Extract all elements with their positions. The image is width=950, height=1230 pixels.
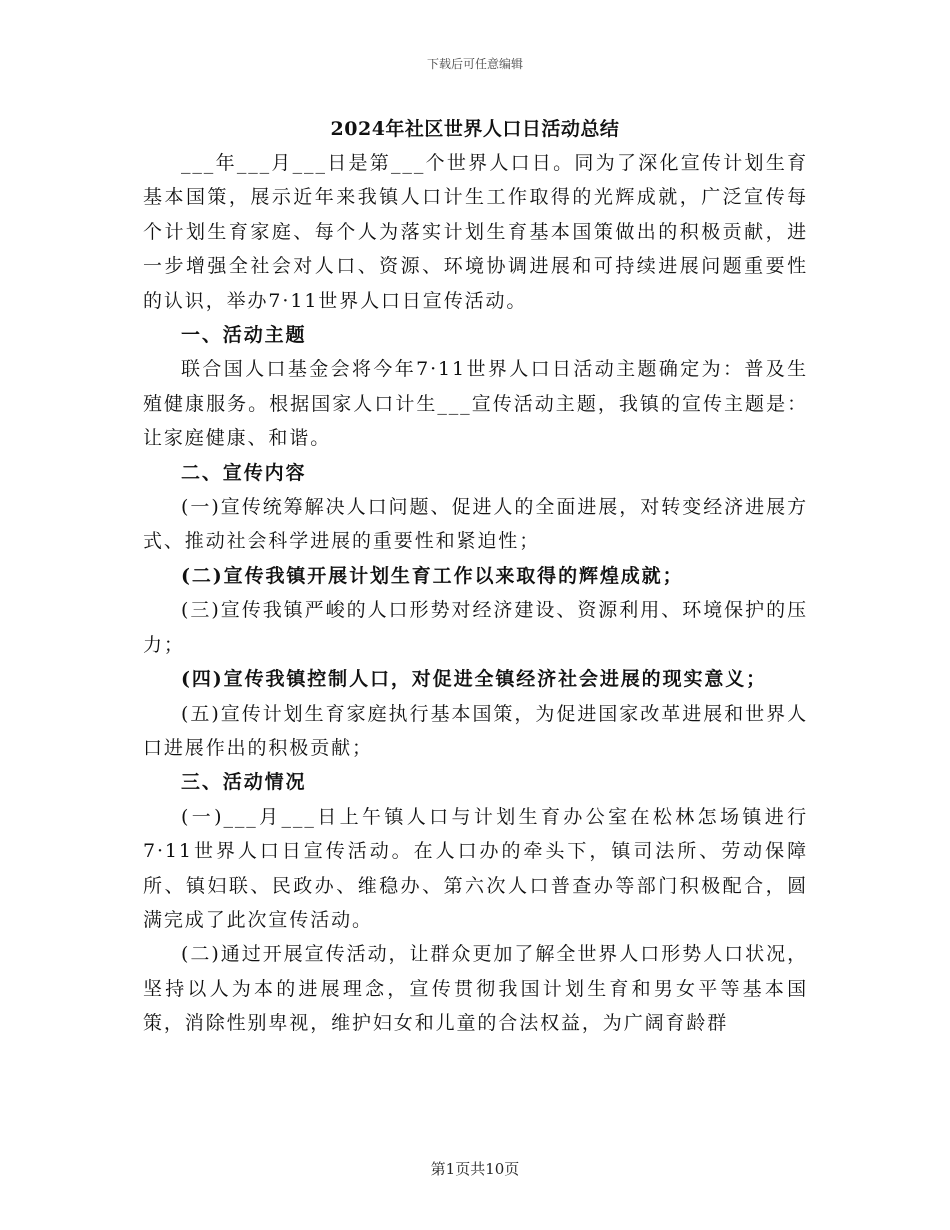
section-heading-content: 二、宣传内容 [181,461,307,484]
content-item-4: (四)宣传我镇控制人口，对促进全镇经济社会进展的现实意义； [181,668,768,691]
content-item-3: (三)宣传我镇严峻的人口形势对经济建设、资源利用、环境保护的压力； [143,599,808,656]
section-heading-activity: 三、活动情况 [181,771,307,794]
document-body [143,146,808,1041]
content-item-1: (一)宣传统筹解决人口问题、促进人的全面进展，对转变经济进展方式、推动社会科学进展的重要性和紧迫性； [143,496,808,553]
document-title: 2024年社区世界人口日活动总结 [330,118,620,140]
activity-item-1: (一)___月___日上午镇人口与计划生育办公室在松林怎场镇进行7·11世界人口日宣传活动。在人口办的牵头下，镇司法所、劳动保障所、镇妇联、民政办、维稳办、第六次人口普查办等部门积极配合，圆满完成了此次宣传活动。 [143,805,808,931]
page-number: 第1页共10页 [430,1160,520,1178]
activity-item-2: (二)通过开展宣传活动，让群众更加了解全世界人口形势人口状况，坚持以人为本的进展理念，宣传贯彻我国计划生育和男女平等基本国策，消除性别卑视，维护妇女和儿童的合法权益，为广阔育龄群 [143,943,808,1035]
content-item-5: (五)宣传计划生育家庭执行基本国策，为促进国家改革进展和世界人口进展作出的积极贡献； [143,702,808,759]
page-header-note: 下载后可任意编辑 [426,57,523,71]
intro-paragraph: ___年___月___日是第___个世界人口日。同为了深化宣传计划生育基本国策，展示近年来我镇人口计生工作取得的光辉成就，广泛宣传每个计划生育家庭、每个人为落实计划生育基本国策做出的积极贡献，进一步增强全社会对人口、资源、环境协调进展和可持续进展问题重要性的认识，举办7·11世界人口日宣传活动。 [143,152,808,312]
content-item-2: (二)宣传我镇开展计划生育工作以来取得的辉煌成就； [181,564,684,587]
theme-paragraph: 联合国人口基金会将今年7·11世界人口日活动主题确定为：普及生殖健康服务。根据国家人口计生___宣传活动主题，我镇的宣传主题是：让家庭健康、和谐。 [143,358,808,450]
section-heading-theme: 一、活动主题 [181,324,307,347]
